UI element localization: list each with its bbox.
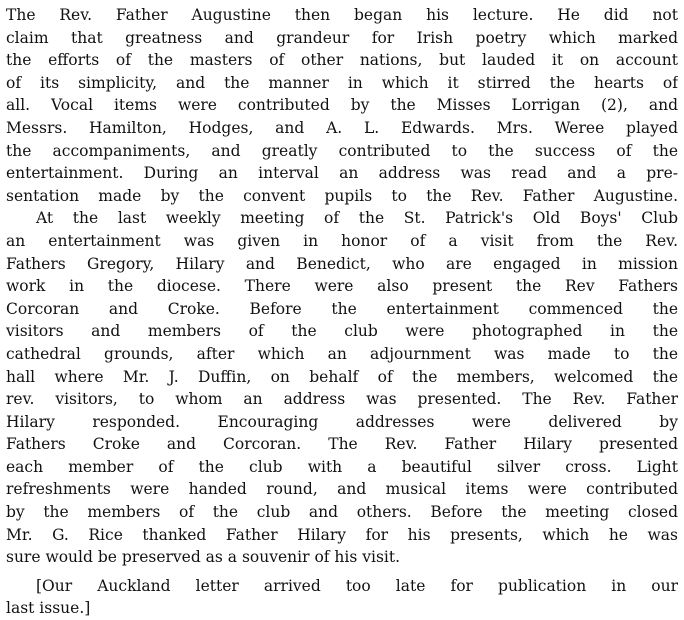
text-line: sure would be preserved as a souvenir of his visit. <box>6 548 401 567</box>
text-line: Messrs. Hamilton, Hodges, and A. L. Edwards. Mrs. Weree played <box>6 118 678 137</box>
text-line: cathedral grounds, after which an adjournment was made to the <box>6 344 678 363</box>
text-line: the efforts of the masters of other nations, but lauded it on account <box>6 51 678 70</box>
paragraph-old-boys-club <box>6 207 678 569</box>
text-line: of its simplicity, and the manner in which it stirred the hearts of <box>6 73 678 92</box>
text-line: refreshments were handed round, and musical items were contributed <box>6 480 678 499</box>
text-line: sentation made by the convent pupils to the Rev. Father Augustine. <box>6 186 678 205</box>
text-line: At the last weekly meeting of the St. Patrick's Old Boys' Club <box>36 209 678 228</box>
text-line: an entertainment was given in honor of a visit from the Rev. <box>6 231 678 250</box>
text-line: rev. visitors, to whom an address was presented. The Rev. Father <box>6 390 678 409</box>
text-line: last issue.] <box>6 599 91 618</box>
text-line: The Rev. Father Augustine then began his lecture. He did not <box>6 6 678 24</box>
text-line: hall where Mr. J. Duffin, on behalf of the members, welcomed the <box>6 367 678 386</box>
text-line: Fathers Croke and Corcoran. The Rev. Father Hilary presented <box>6 435 678 454</box>
text-line: Hilary responded. Encouraging addresses were delivered by <box>6 412 678 431</box>
text-line: claim that greatness and grandeur for Irish poetry which marked <box>6 28 678 47</box>
text-line: Mr. G. Rice thanked Father Hilary for his presents, which he was <box>6 525 678 544</box>
text-line: Fathers Gregory, Hilary and Benedict, who are engaged in mission <box>6 254 678 273</box>
text-line: entertainment. During an interval an address was read and a pre- <box>6 164 678 183</box>
text-line: work in the diocese. There were also present the Rev Fathers <box>6 277 678 296</box>
paragraph-editor-note <box>6 575 678 620</box>
text-line: [Our Auckland letter arrived too late for publication in our <box>36 576 678 595</box>
text-line: the accompaniments, and greatly contributed to the success of the <box>6 141 678 160</box>
paragraph-lecture <box>6 4 678 207</box>
text-line: Corcoran and Croke. Before the entertainment commenced the <box>6 299 678 318</box>
text-line: visitors and members of the club were photographed in the <box>6 322 678 341</box>
text-line: by the members of the club and others. Before the meeting closed <box>6 503 678 522</box>
article-column <box>6 4 678 620</box>
text-line: all. Vocal items were contributed by the Misses Lorrigan (2), and <box>6 96 678 115</box>
text-line: each member of the club with a beautiful silver cross. Light <box>6 457 678 476</box>
